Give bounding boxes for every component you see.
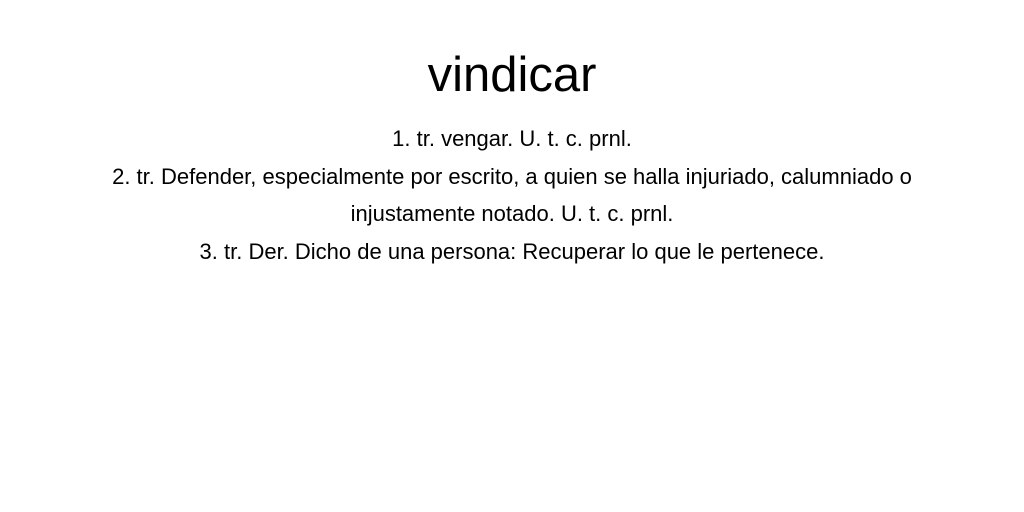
definition-3: 3. tr. Der. Dicho de una persona: Recuperar lo que le pertenece. [199,238,825,264]
definition-list [102,120,922,270]
definition-2: 2. tr. Defender, especialmente por escrito, a quien se halla injuriado, calumniado o injustamente notado. U. t. c. prnl. [112,163,912,226]
definition-1: 1. tr. vengar. U. t. c. prnl. [392,126,632,151]
headword: vindicar [427,48,597,102]
